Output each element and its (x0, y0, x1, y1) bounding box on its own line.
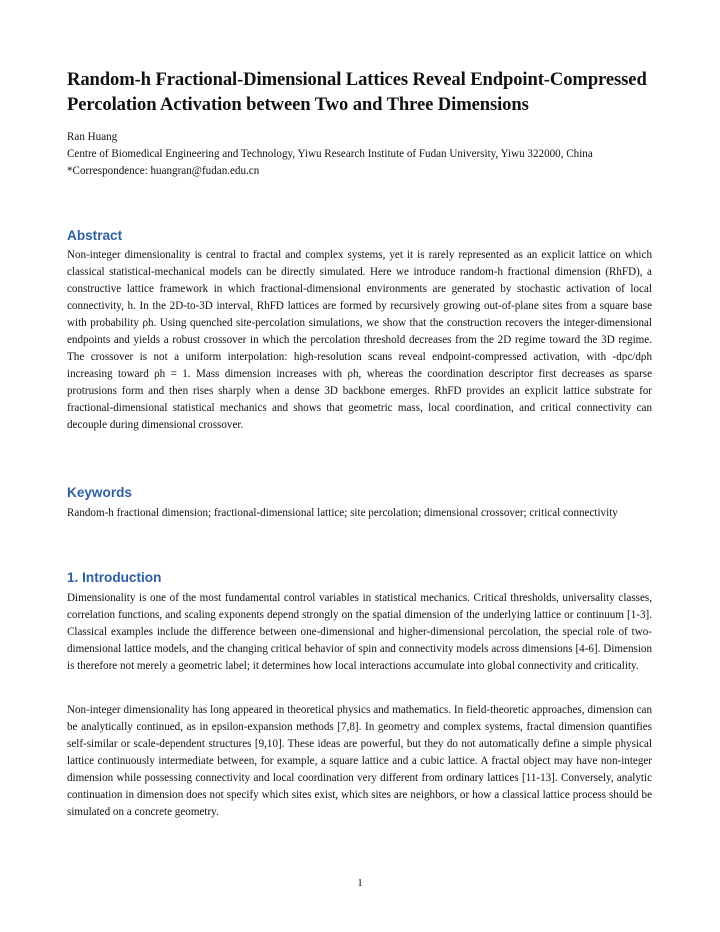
abstract-text: Non-integer dimensionality is central to fractal and complex systems, yet it is rarely represented as an explicit lattice on which classical statistical-mechanical models can be directly simulated. Here we introduce random-h fractional dimension (RhFD), a constructive lattice framework in which fractional-dimensional environments are generated by stochastic activation of local connectivity, h. In the 2D-to-3D interval, RhFD lattices are formed by recursively growing out-of-plane sites from a square base with probability ρh. Using quenched site-percolation simulations, we show that the construction recovers the integer-dimensional endpoints and yields a robust crossover in which the percolation threshold decreases from the 2D regime toward the 3D regime. The crossover is not a uniform interpolation: high-resolution scans reveal endpoint-compressed activation, with -dpc/dρh increasing toward ρh = 1. Mass dimension increases with ρh, whereas the coordination descriptor first decreases as sparse protrusions form and then rises sharply when a dense 3D backbone emerges. RhFD provides an explicit lattice substrate for fractional-dimensional statistical mechanics and shows that geometric mass, local coordination, and critical connectivity can decouple during dimensional crossover. (67, 249, 652, 431)
paper-title: Random-h Fractional-Dimensional Lattices Reveal Endpoint-Compressed Percolation Activation between Two and Three Dimensions (67, 69, 647, 115)
author-block (67, 129, 657, 180)
abstract-heading: Abstract (67, 228, 123, 243)
author-name: Ran Huang (67, 131, 118, 143)
correspondence-line: *Correspondence: huangran@fudan.edu.cn (67, 165, 260, 177)
introduction-heading: 1. Introduction (67, 570, 162, 585)
page-number: 1 (357, 877, 363, 889)
introduction-paragraph-1: Dimensionality is one of the most fundamental control variables in statistical mechanics. Critical thresholds, universality classes, correlation functions, and scaling exponents depend strongly on the spatial dimension of the underlying lattice or continuum [1-3]. Classical examples include the difference between one-dimensional and higher-dimensional percolation, the special role of two-dimensional lattice models, and the changing critical behavior of spin and connectivity models across dimensions [4-6]. Dimension is therefore not merely a geometric label; it determines how local interactions accumulate into global connectivity and criticality. (67, 592, 652, 672)
author-affiliation: Centre of Biomedical Engineering and Technology, Yiwu Research Institute of Fudan University, Yiwu 322000, China (67, 148, 593, 160)
introduction-paragraph-2: Non-integer dimensionality has long appeared in theoretical physics and mathematics. In field-theoretic approaches, dimension can be analytically continued, as in epsilon-expansion methods [7,8]. In geometry and complex systems, fractal dimension quantifies self-similar or scale-dependent structures [9,10]. These ideas are powerful, but they do not automatically define a simple physical lattice continuously intermediate between, for example, a square lattice and a cubic lattice. A fractal object may have non-integer dimension while possessing connectivity and local coordination very different from ordinary lattices [11-13]. Conversely, analytic continuation in dimension does not specify which sites exist, which sites are neighbors, or how a classical lattice process should be simulated on a concrete geometry. (67, 704, 652, 818)
keywords-heading: Keywords (67, 485, 132, 500)
keywords-text: Random-h fractional dimension; fractional-dimensional lattice; site percolation; dimensional crossover; critical connectivity (67, 507, 618, 519)
